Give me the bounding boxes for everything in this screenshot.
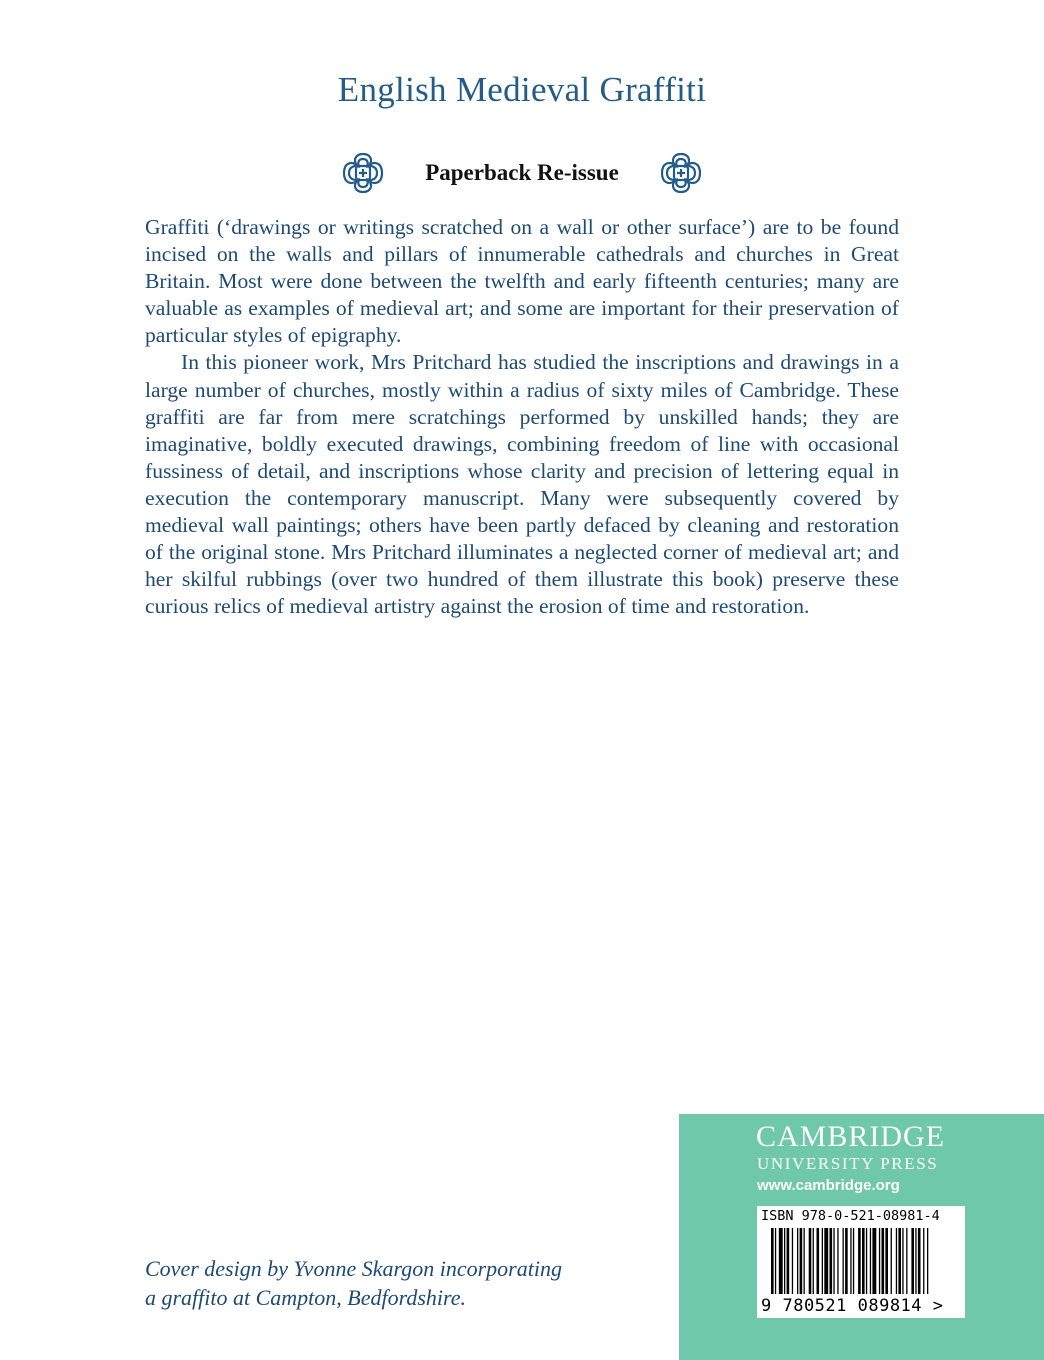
barcode-bar [885,1228,888,1294]
barcode-bar [804,1228,805,1294]
barcode-bar [862,1228,865,1294]
blurb [145,214,899,620]
credit-line-1: Cover design by Yvonne Skargon incorporating [145,1256,562,1281]
barcode-bar [853,1228,854,1294]
barcode-bar [797,1228,798,1294]
barcode-digits: 9 780521 089814 > [761,1296,944,1316]
celtic-knot-icon [341,151,385,195]
publisher-panel [679,1114,1044,1360]
barcode-bar [813,1228,814,1294]
barcode-bar [872,1228,876,1294]
cover-credit [145,1254,665,1312]
barcode-bar [830,1228,833,1294]
blurb-paragraph-2: In this pioneer work, Mrs Pritchard has studied the inscriptions and drawings in a large number of churches, mostly within a radius of sixty miles of Cambridge. These graffiti are far from mere scratchings performed by unskilled hands; they are imaginative, boldly executed drawings, combining freedom of line with occasional fussiness of detail, and inscriptions whose clarity and precision of lettering equal in execution the contemporary manuscript. Many were subsequently covered by medieval wall paintings; others have been partly defaced by cleaning and restoration of the original stone. Mrs Pritchard illuminates a neglected corner of medieval art; and her skilful rubbings (over two hundred of them illustrate this book) preserve these curious relics of medieval artistry against the erosion of time and restoration. [145,350,899,619]
barcode-bar [927,1228,928,1294]
publisher-url: www.cambridge.org [757,1177,900,1194]
barcode-bar [850,1228,851,1294]
barcode-bar [879,1228,880,1294]
barcode-bar [771,1228,774,1294]
barcode-bar [817,1228,820,1294]
barcode-bar [837,1228,838,1294]
barcode-bar [822,1228,823,1294]
barcode-bar [784,1228,785,1294]
publisher-division: UNIVERSITY PRESS [757,1154,939,1173]
barcode-bar [915,1228,916,1294]
barcode-bar [923,1228,924,1294]
isbn-barcode [757,1206,965,1318]
barcode-bar [866,1228,867,1294]
barcode-bar [800,1228,803,1294]
isbn-label: ISBN 978-0-521-08981-4 [761,1208,940,1224]
subtitle: Paperback Re-issue [425,160,619,185]
subtitle-row [0,150,1044,196]
barcode-bar [809,1228,812,1294]
blurb-paragraph-1: Graffiti (‘drawings or writings scratched on a wall or other surface’) are to be found incised on the walls and pillars of innumerable cathedrals and churches in Great Britain. Most were done between the twelfth and early fifteenth centuries; many are valuable as examples of medieval art; and some are important for their preservation of particular styles of epigraphy. [145,215,899,348]
barcode-bar [858,1228,861,1294]
credit-line-2: a graffito at Campton, Bedfordshire. [145,1285,467,1310]
publisher-name: CAMBRIDGE [756,1120,946,1153]
barcode-bar [787,1228,790,1294]
barcode-bar [843,1228,844,1294]
barcode-bar [775,1228,776,1294]
barcode-bar [833,1228,834,1294]
barcode-bar [911,1228,914,1294]
barcode-bar [845,1228,848,1294]
barcode-bar [824,1228,828,1294]
barcode-bar [891,1228,892,1294]
celtic-knot-icon [659,151,703,195]
barcode-bar [906,1228,907,1294]
barcode-bar [870,1228,871,1294]
barcode-bar [918,1228,921,1294]
book-title: English Medieval Graffiti [337,70,707,109]
barcode-bar [902,1228,903,1294]
barcode-bar [898,1228,901,1294]
barcode-bar [882,1228,885,1294]
barcode-bar [779,1228,783,1294]
barcode-bar [792,1228,793,1294]
barcode-bar [896,1228,897,1294]
